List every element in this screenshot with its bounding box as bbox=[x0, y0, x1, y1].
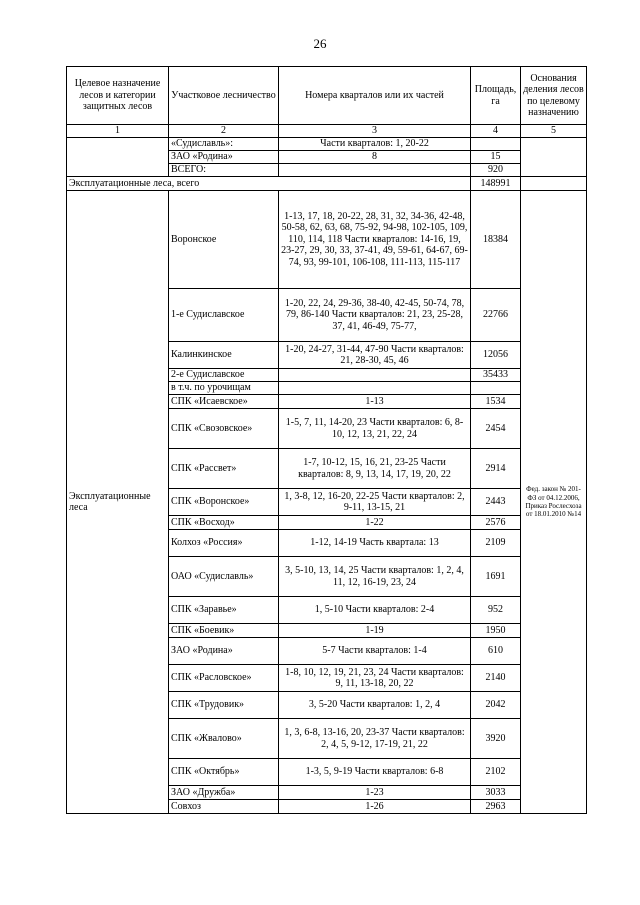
exploit-total-area: 148991 bbox=[471, 177, 521, 191]
forestry-name: «Судиславль»: bbox=[169, 138, 279, 151]
forest-table bbox=[66, 66, 587, 814]
area bbox=[471, 138, 521, 151]
area: 1534 bbox=[471, 395, 521, 409]
area: 2454 bbox=[471, 409, 521, 449]
header-basis: Основания деления лесов по целевому назначению bbox=[521, 67, 587, 125]
quarters: 1-23 bbox=[279, 786, 471, 800]
area: 952 bbox=[471, 597, 521, 624]
area: 18384 bbox=[471, 191, 521, 289]
quarters: 1-26 bbox=[279, 800, 471, 814]
forestry-name: СПК «Заравье» bbox=[169, 597, 279, 624]
quarters: 1-13 bbox=[279, 395, 471, 409]
column-number: 4 bbox=[471, 125, 521, 138]
header-area: Площадь, га bbox=[471, 67, 521, 125]
exploit-category: Эксплуатационные леса bbox=[67, 191, 169, 814]
empty-basis-cell bbox=[521, 177, 587, 191]
forestry-name: ЗАО «Дружба» bbox=[169, 786, 279, 800]
table-row bbox=[67, 138, 587, 151]
quarters bbox=[279, 164, 471, 177]
exploit-total-label: Эксплуатационные леса, всего bbox=[67, 177, 471, 191]
area: 920 bbox=[471, 164, 521, 177]
forestry-name: СПК «Боевик» bbox=[169, 624, 279, 638]
area bbox=[471, 382, 521, 395]
quarters: 1-3, 5, 9-19 Части кварталов: 6-8 bbox=[279, 759, 471, 786]
empty-basis-cell bbox=[521, 138, 587, 177]
column-number: 3 bbox=[279, 125, 471, 138]
quarters: 1, 5-10 Части кварталов: 2-4 bbox=[279, 597, 471, 624]
forestry-name: ЗАО «Родина» bbox=[169, 638, 279, 665]
quarters: 1-22 bbox=[279, 516, 471, 530]
forestry-name: СПК «Октябрь» bbox=[169, 759, 279, 786]
quarters: Части кварталов: 1, 20-22 bbox=[279, 138, 471, 151]
quarters: 1-13, 17, 18, 20-22, 28, 31, 32, 34-36, 42-48, 50-58, 62, 63, 68, 75-92, 94-98, 102-105, 109, 110, 114, 118 Части кварталов: 14-16, 19, 23-27, 29, 30, 33, 37-41, 49, 59-61, 64-67, 69-74, 93, 99-101, 106-108, 111-113, 115-117 bbox=[279, 191, 471, 289]
area: 2140 bbox=[471, 665, 521, 692]
area: 2914 bbox=[471, 449, 521, 489]
forestry-name: Колхоз «Россия» bbox=[169, 530, 279, 557]
forestry-name: Калинкинское bbox=[169, 342, 279, 369]
total-label: ВСЕГО: bbox=[169, 164, 279, 177]
quarters: 3, 5-10, 13, 14, 25 Части кварталов: 1, 2, 4, 11, 12, 16-19, 23, 24 bbox=[279, 557, 471, 597]
table-row bbox=[67, 191, 587, 289]
area: 15 bbox=[471, 151, 521, 164]
quarters: 3, 5-20 Части кварталов: 1, 2, 4 bbox=[279, 692, 471, 719]
quarters: 1-7, 10-12, 15, 16, 21, 23-25 Части кварталов: 8, 9, 13, 14, 17, 19, 20, 22 bbox=[279, 449, 471, 489]
forestry-name: ЗАО «Родина» bbox=[169, 151, 279, 164]
area: 2109 bbox=[471, 530, 521, 557]
forestry-name: СПК «Свозовское» bbox=[169, 409, 279, 449]
area: 22766 bbox=[471, 289, 521, 342]
quarters: 1-5, 7, 11, 14-20, 23 Части кварталов: 6, 8-10, 12, 13, 21, 22, 24 bbox=[279, 409, 471, 449]
area: 12056 bbox=[471, 342, 521, 369]
legal-basis: Фед. закон № 201-ФЗ от 04.12.2006, Приказ Рослесхоза от 18.01.2010 №14 bbox=[521, 191, 587, 814]
area: 1950 bbox=[471, 624, 521, 638]
area: 2102 bbox=[471, 759, 521, 786]
page-number: 26 bbox=[313, 36, 327, 51]
area: 2963 bbox=[471, 800, 521, 814]
area: 1691 bbox=[471, 557, 521, 597]
column-number: 5 bbox=[521, 125, 587, 138]
forestry-name: 1-е Судиславское bbox=[169, 289, 279, 342]
forestry-name: в т.ч. по урочищам bbox=[169, 382, 279, 395]
quarters: 1, 3-8, 12, 16-20, 22-25 Части кварталов: 2, 9-11, 13-15, 21 bbox=[279, 489, 471, 516]
column-number-row bbox=[67, 125, 587, 138]
empty-category-cell bbox=[67, 138, 169, 177]
forestry-name: СПК «Исаевское» bbox=[169, 395, 279, 409]
header-row bbox=[67, 67, 587, 125]
quarters: 1-19 bbox=[279, 624, 471, 638]
quarters: 1-20, 22, 24, 29-36, 38-40, 42-45, 50-74, 78, 79, 86-140 Части кварталов: 21, 23, 25-28, 37, 41, 46-49, 75-77, bbox=[279, 289, 471, 342]
quarters: 1-12, 14-19 Часть квартала: 13 bbox=[279, 530, 471, 557]
header-forestry: Участковое лесничество bbox=[169, 67, 279, 125]
area: 2042 bbox=[471, 692, 521, 719]
header-purpose: Целевое назначение лесов и категории защитных лесов bbox=[67, 67, 169, 125]
area: 35433 bbox=[471, 369, 521, 382]
quarters bbox=[279, 369, 471, 382]
forestry-name: ОАО «Судиславль» bbox=[169, 557, 279, 597]
forestry-name: СПК «Рассвет» bbox=[169, 449, 279, 489]
forestry-name: СПК «Воронское» bbox=[169, 489, 279, 516]
area: 2443 bbox=[471, 489, 521, 516]
quarters: 5-7 Части кварталов: 1-4 bbox=[279, 638, 471, 665]
quarters bbox=[279, 382, 471, 395]
exploit-total-row bbox=[67, 177, 587, 191]
column-number: 2 bbox=[169, 125, 279, 138]
forestry-name: 2-е Судиславское bbox=[169, 369, 279, 382]
area: 3033 bbox=[471, 786, 521, 800]
forestry-name: СПК «Восход» bbox=[169, 516, 279, 530]
quarters: 1-8, 10, 12, 19, 21, 23, 24 Части кварталов: 9, 11, 13-18, 20, 22 bbox=[279, 665, 471, 692]
quarters: 1, 3, 6-8, 13-16, 20, 23-37 Части кварталов: 2, 4, 5, 9-12, 17-19, 21, 22 bbox=[279, 719, 471, 759]
column-number: 1 bbox=[67, 125, 169, 138]
forestry-name: СПК «Трудовик» bbox=[169, 692, 279, 719]
forestry-name: СПК «Расловское» bbox=[169, 665, 279, 692]
forestry-name: Совхоз bbox=[169, 800, 279, 814]
header-quarters: Номера кварталов или их частей bbox=[279, 67, 471, 125]
quarters: 1-20, 24-27, 31-44, 47-90 Части кварталов: 21, 28-30, 45, 46 bbox=[279, 342, 471, 369]
area: 610 bbox=[471, 638, 521, 665]
forestry-name: Воронское bbox=[169, 191, 279, 289]
quarters: 8 bbox=[279, 151, 471, 164]
area: 2576 bbox=[471, 516, 521, 530]
forestry-name: СПК «Жвалово» bbox=[169, 719, 279, 759]
area: 3920 bbox=[471, 719, 521, 759]
